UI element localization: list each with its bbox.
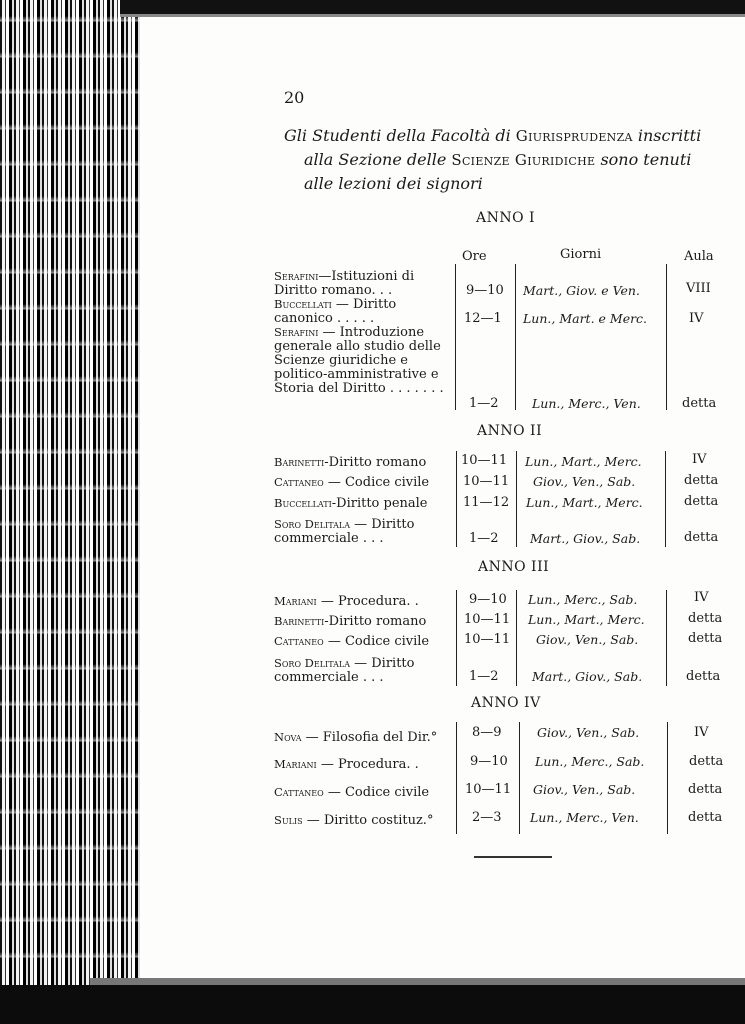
separator: —: [318, 269, 332, 284]
course-entry: [274, 475, 459, 490]
column-header-aula: Aula: [684, 249, 714, 264]
separator: —: [316, 594, 338, 609]
room: IV: [694, 590, 709, 605]
course-entry: [274, 656, 452, 685]
days: Giov., Ven., Sab.: [533, 782, 636, 797]
year-title: ANNO III: [478, 559, 550, 575]
heading-line-3: alle lezioni dei signori: [304, 174, 483, 193]
days: Lun., Mart., Merc.: [525, 454, 642, 469]
days: Giov., Ven., Sab.: [533, 474, 636, 489]
course-entry: [274, 730, 459, 745]
column-rule: [455, 264, 456, 410]
heading-faculty: Giurisprudenza: [515, 127, 633, 145]
course-entry: [274, 785, 459, 800]
professor-name: Cattaneo: [274, 475, 324, 489]
professor-name: Soro Delitala: [274, 517, 350, 531]
course-title: Codice civile: [344, 634, 430, 649]
course-title: Diritto romano: [328, 614, 427, 629]
course-entry: [274, 297, 452, 326]
course-title: Istituzioni di Diritto romano. . .: [274, 269, 415, 298]
scan-bottom-border-shadow: [90, 978, 745, 985]
days: Lun., Merc., Ven.: [530, 810, 639, 825]
column-rule: [456, 451, 457, 547]
room: detta: [684, 473, 719, 488]
separator: -: [331, 496, 337, 511]
page-number: 20: [284, 88, 305, 107]
professor-name: Buccellati: [274, 297, 332, 311]
professor-name: Barinetti: [274, 455, 325, 469]
room: detta: [688, 611, 723, 626]
course-entry: [274, 594, 459, 609]
course-title: Diritto canonico . . . . .: [274, 297, 397, 326]
heading-section: Scienze Giuridiche: [451, 151, 596, 169]
column-rule: [516, 451, 517, 547]
professor-name: Cattaneo: [274, 785, 324, 799]
professor-name: Soro Delitala: [274, 656, 350, 670]
professor-name: Mariani: [274, 594, 317, 608]
room: IV: [694, 725, 709, 740]
course-entry: [274, 269, 452, 298]
closing-rule: [474, 856, 552, 858]
hours: 9—10: [469, 592, 507, 607]
course-title: Filosofia del Dir.°: [322, 730, 438, 745]
year-title: ANNO I: [476, 210, 536, 226]
heading-line-2: [284, 148, 734, 172]
course-title: Codice civile: [344, 475, 430, 490]
hours: 9—10: [470, 754, 508, 769]
scan-top-border: [120, 0, 745, 14]
course-title: Diritto commerciale . . .: [274, 656, 415, 685]
professor-name: Mariani: [274, 757, 317, 771]
separator: —: [323, 785, 345, 800]
professor-name: Sulis: [274, 813, 303, 827]
column-header-giorni: Giorni: [560, 247, 602, 262]
year-title: ANNO II: [477, 423, 543, 439]
professor-name: Serafini: [274, 269, 319, 283]
days: Lun., Merc., Ven.: [532, 396, 641, 411]
course-title: Diritto commerciale . . .: [274, 517, 415, 546]
room: IV: [692, 452, 707, 467]
days: Giov., Ven., Sab.: [537, 725, 640, 740]
separator: -: [324, 455, 329, 470]
days: Lun., Merc., Sab.: [535, 754, 645, 769]
page-heading: [284, 124, 734, 196]
column-rule: [516, 590, 517, 686]
course-entry: [274, 757, 459, 772]
days: Mart., Giov. e Ven.: [523, 283, 640, 298]
hours: 2—3: [472, 810, 502, 825]
separator: —: [316, 757, 338, 772]
heading-text: alla Sezione delle: [304, 150, 447, 169]
days: Lun., Mart., Merc.: [528, 612, 645, 627]
heading-line-1: [284, 126, 701, 145]
professor-name: Serafini: [274, 325, 319, 339]
days: Giov., Ven., Sab.: [536, 632, 639, 647]
room: detta: [688, 631, 723, 646]
separator: —: [323, 475, 345, 490]
column-rule: [515, 264, 516, 410]
hours: 10—11: [461, 453, 508, 468]
separator: —: [349, 517, 372, 532]
course-title: Diritto penale: [336, 496, 428, 511]
column-rule: [519, 722, 520, 834]
hours: 8—9: [472, 725, 502, 740]
room: IV: [689, 311, 704, 326]
separator: —: [302, 813, 324, 828]
professor-name: Nova: [274, 730, 302, 744]
room: detta: [688, 782, 723, 797]
hours: 11—12: [463, 495, 510, 510]
course-entry: [274, 614, 459, 629]
days: Mart., Giov., Sab.: [532, 669, 643, 684]
days: Lun., Mart., Merc.: [526, 495, 643, 510]
column-rule: [666, 264, 667, 410]
separator: —: [349, 656, 372, 671]
column-rule: [456, 722, 457, 834]
course-entry: [274, 496, 459, 511]
separator: —: [323, 634, 345, 649]
separator: —: [301, 730, 323, 745]
course-title: Diritto costituz.°: [323, 813, 434, 828]
room: detta: [689, 754, 724, 769]
course-entry: [274, 634, 459, 649]
course-title: Introduzione generale allo studio delle Scienze giuridiche e politico-amministrative e Storia del Diritto . . . . . . .: [274, 325, 444, 396]
column-rule: [666, 590, 667, 686]
course-title: Diritto romano: [328, 455, 427, 470]
room: detta: [684, 530, 719, 545]
heading-text: inscritti: [637, 126, 702, 145]
column-rule: [456, 590, 457, 686]
days: Mart., Giov., Sab.: [530, 531, 641, 546]
room: detta: [684, 494, 719, 509]
room: detta: [688, 810, 723, 825]
course-entry: [274, 325, 452, 396]
professor-name: Buccellati: [274, 496, 332, 510]
hours: 1—2: [469, 396, 499, 411]
separator: —: [318, 325, 340, 340]
heading-text: sono tenuti: [600, 150, 692, 169]
days: Lun., Mart. e Merc.: [523, 311, 648, 326]
hours: 10—11: [465, 782, 512, 797]
hours: 9—10: [466, 283, 504, 298]
hours: 10—11: [463, 474, 510, 489]
book-page-edges: [0, 0, 140, 1024]
year-title: ANNO IV: [471, 695, 541, 711]
professor-name: Barinetti: [274, 614, 325, 628]
column-rule: [667, 722, 668, 834]
course-entry: [274, 517, 452, 546]
course-entry: [274, 813, 459, 828]
room: detta: [686, 669, 721, 684]
hours: 10—11: [464, 632, 511, 647]
separator: -: [324, 614, 329, 629]
separator: —: [331, 297, 354, 312]
days: Lun., Merc., Sab.: [528, 592, 638, 607]
hours: 1—2: [469, 531, 499, 546]
course-title: Procedura. .: [337, 594, 419, 609]
heading-text: Gli Studenti della Facoltà di: [284, 126, 511, 145]
column-header-ore: Ore: [462, 249, 487, 264]
room: VIII: [686, 281, 711, 296]
room: detta: [682, 396, 717, 411]
hours: 1—2: [469, 669, 499, 684]
column-rule: [665, 451, 666, 547]
course-title: Procedura. .: [337, 757, 419, 772]
hours: 12—1: [464, 311, 502, 326]
scan-bottom-border: [0, 985, 745, 1024]
professor-name: Cattaneo: [274, 634, 324, 648]
course-title: Codice civile: [344, 785, 430, 800]
course-entry: [274, 455, 459, 470]
hours: 10—11: [464, 612, 511, 627]
